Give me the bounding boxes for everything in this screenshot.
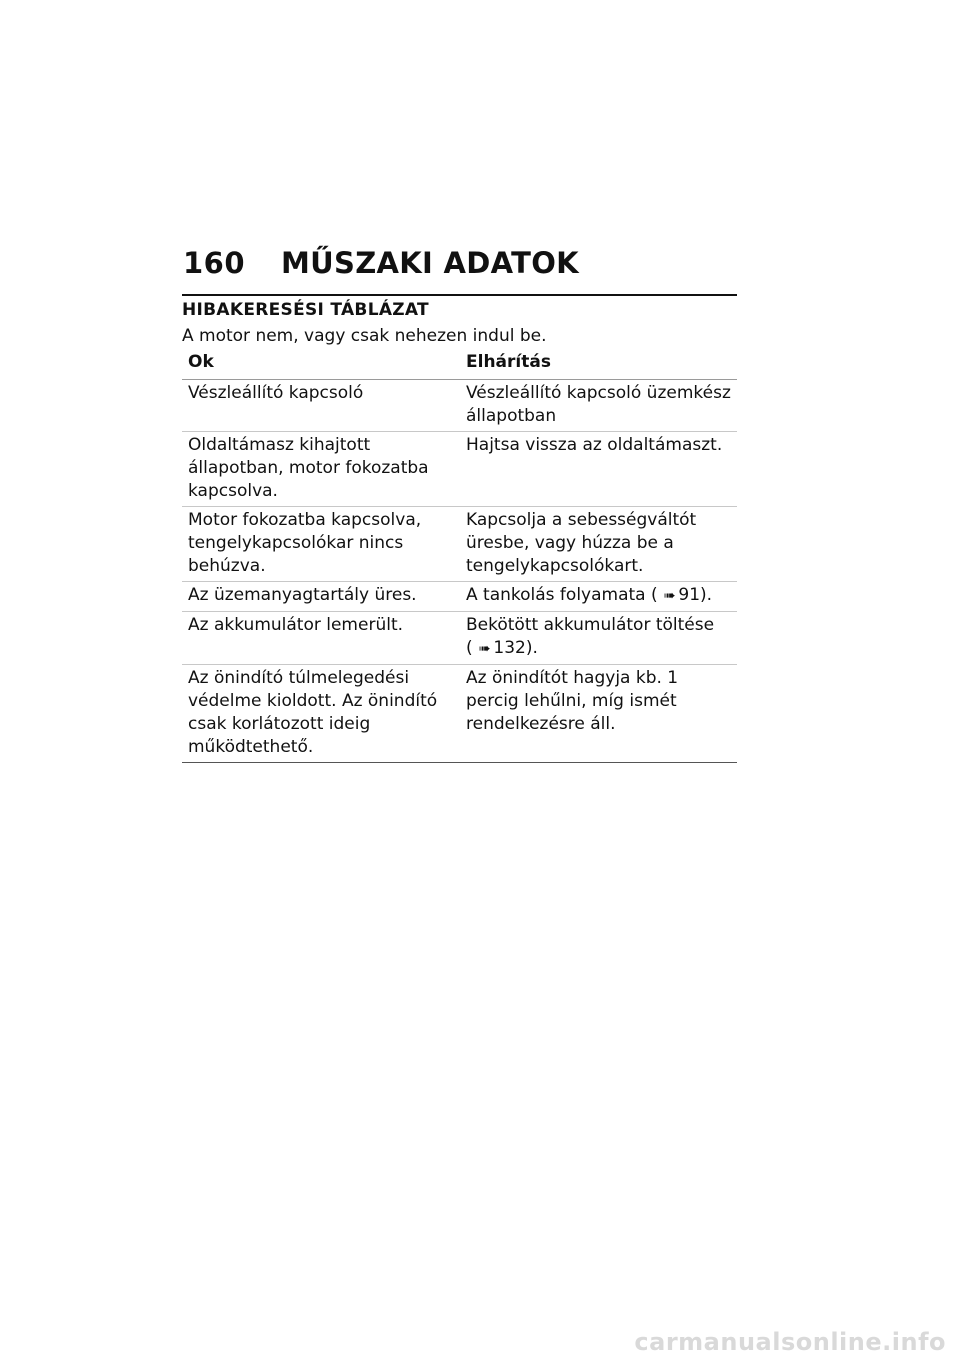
table-row — [182, 507, 737, 582]
cause-cell: Az üzemanyagtartály üres. — [182, 582, 460, 612]
ref-open: ( — [466, 638, 473, 658]
column-header-cause: Ok — [182, 350, 460, 380]
remedy-cell: Az önindítót hagyja kb. 1 percig lehűlni, míg ismét rendelkezésre áll. — [460, 665, 737, 763]
cause-cell: Motor fokozatba kapcsolva, tengelykapcsolókar nincs behúzva. — [182, 507, 460, 582]
cause-cell: Az akkumulátor lemerült. — [182, 612, 460, 665]
remedy-cell — [460, 612, 737, 665]
ref-close: ). — [525, 638, 538, 658]
ref-open: ( — [651, 585, 658, 605]
page-header — [183, 246, 743, 280]
column-header-remedy: Elhárítás — [460, 350, 737, 380]
cause-cell: Vészleállító kapcsoló — [182, 380, 460, 432]
remedy-cell: Hajtsa vissza az oldaltámaszt. — [460, 432, 737, 507]
chapter-title: MŰSZAKI ADATOK — [281, 246, 579, 280]
remedy-text: A tankolás folyamata — [466, 585, 646, 605]
cause-cell: Oldaltámasz kihajtott állapotban, motor fokozatba kapcsolva. — [182, 432, 460, 507]
table-row — [182, 432, 737, 507]
arrow-right-icon: ➠ — [663, 588, 676, 604]
ref-close: ). — [700, 585, 713, 605]
table-row — [182, 380, 737, 432]
table-row — [182, 612, 737, 665]
section-title: HIBAKERESÉSI TÁBLÁZAT — [182, 300, 429, 320]
table-row — [182, 582, 737, 612]
page-number: 160 — [183, 246, 246, 280]
table-header-row — [182, 350, 737, 380]
watermark: carmanualsonline.info — [634, 1328, 946, 1356]
intro-text: A motor nem, vagy csak nehezen indul be. — [182, 326, 547, 346]
ref-page-number: 132 — [493, 638, 526, 658]
arrow-right-icon: ➠ — [478, 641, 491, 657]
remedy-cell: Kapcsolja a sebességváltót üresbe, vagy húzza be a tengelykapcsolókart. — [460, 507, 737, 582]
remedy-cell: Vészleállító kapcsoló üzemkész állapotban — [460, 380, 737, 432]
page-reference[interactable] — [466, 638, 538, 658]
header-divider — [182, 294, 737, 296]
table-row — [182, 665, 737, 763]
remedy-text: Bekötött akkumulátor töltése — [466, 615, 715, 635]
remedy-cell — [460, 582, 737, 612]
page-reference[interactable] — [651, 585, 712, 605]
troubleshooting-table — [182, 350, 737, 763]
ref-page-number: 91 — [678, 585, 701, 605]
cause-cell: Az önindító túlmelegedési védelme kioldott. Az önindító csak korlátozott ideig működtethető. — [182, 665, 460, 763]
